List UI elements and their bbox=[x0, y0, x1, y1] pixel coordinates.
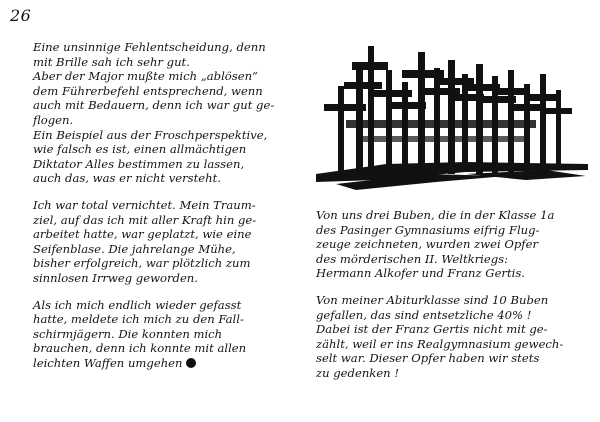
crosses-illustration bbox=[316, 24, 588, 194]
end-dot-icon bbox=[186, 358, 196, 368]
text-line: Eine unsinnige Fehlentscheidung, denn bbox=[33, 40, 266, 54]
text-line: auch das, was er nicht versteht. bbox=[33, 171, 221, 186]
text-line: arbeitet hatte, war geplatzt, wie eine bbox=[33, 227, 252, 242]
paragraph bbox=[33, 298, 303, 371]
text-line-content: leichten Waffen umgehen bbox=[33, 355, 183, 370]
text-line: bisher erfolgreich, war plötzlich zum bbox=[33, 256, 251, 271]
text-line bbox=[33, 356, 303, 371]
text-line: flogen. bbox=[33, 112, 74, 127]
left-text-column bbox=[33, 40, 303, 370]
text-line: wie falsch es ist, einen allmächtigen bbox=[33, 142, 247, 157]
text-line: ziel, auf das ich mit aller Kraft hin ge- bbox=[33, 212, 257, 227]
text-line: gefallen, das sind entsetzliche 40% ! bbox=[316, 307, 532, 322]
text-line: Ein Beispiel aus der Froschperspektive, bbox=[33, 127, 268, 142]
text-line: Aber der Major mußte mich „ablösen“ bbox=[33, 69, 258, 84]
right-text-column bbox=[316, 208, 596, 381]
text-line: hatte, meldete ich mich zu den Fall- bbox=[33, 312, 244, 327]
text-line: sinnlosen Irrweg geworden. bbox=[33, 270, 198, 285]
text-line: zu gedenken ! bbox=[316, 365, 399, 380]
paragraph bbox=[316, 293, 596, 381]
text-line: auch mit Bedauern, denn ich war gut ge- bbox=[33, 98, 275, 113]
text-line: selt war. Dieser Opfer haben wir stets bbox=[316, 351, 540, 366]
text-line: zählt, weil er ins Realgymnasium gewech- bbox=[316, 336, 564, 351]
text-line: dem Führerbefehl entsprechend, wenn bbox=[33, 83, 263, 98]
text-line: mit Brille sah ich sehr gut. bbox=[33, 54, 190, 69]
text-line: Seifenblase. Die jahrelange Mühe, bbox=[33, 241, 236, 256]
text-line: des mörderischen II. Weltkriegs: bbox=[316, 251, 509, 266]
text-line: brauchen, denn ich konnte mit allen bbox=[33, 341, 247, 356]
text-line: Als ich mich endlich wieder gefasst bbox=[33, 297, 242, 312]
text-line: Von uns drei Buben, die in der Klasse 1a bbox=[316, 208, 555, 222]
text-line: zeuge zeichneten, wurden zwei Opfer bbox=[316, 237, 539, 252]
paragraph bbox=[316, 208, 596, 281]
text-line: schirmjägern. Die konnten mich bbox=[33, 326, 223, 341]
paragraph bbox=[33, 198, 303, 286]
text-line: Hermann Alkofer und Franz Gertis. bbox=[316, 266, 525, 281]
page-number: 26 bbox=[10, 6, 32, 25]
text-line: des Pasinger Gymnasiums eifrig Flug- bbox=[316, 222, 540, 237]
text-line: Dabei ist der Franz Gertis nicht mit ge- bbox=[316, 322, 548, 337]
text-line: Ich war total vernichtet. Mein Traum- bbox=[33, 197, 256, 212]
text-line: Diktator Alles bestimmen zu lassen, bbox=[33, 156, 245, 171]
text-line: Von meiner Abiturklasse sind 10 Buben bbox=[316, 292, 549, 307]
paragraph bbox=[33, 40, 303, 186]
